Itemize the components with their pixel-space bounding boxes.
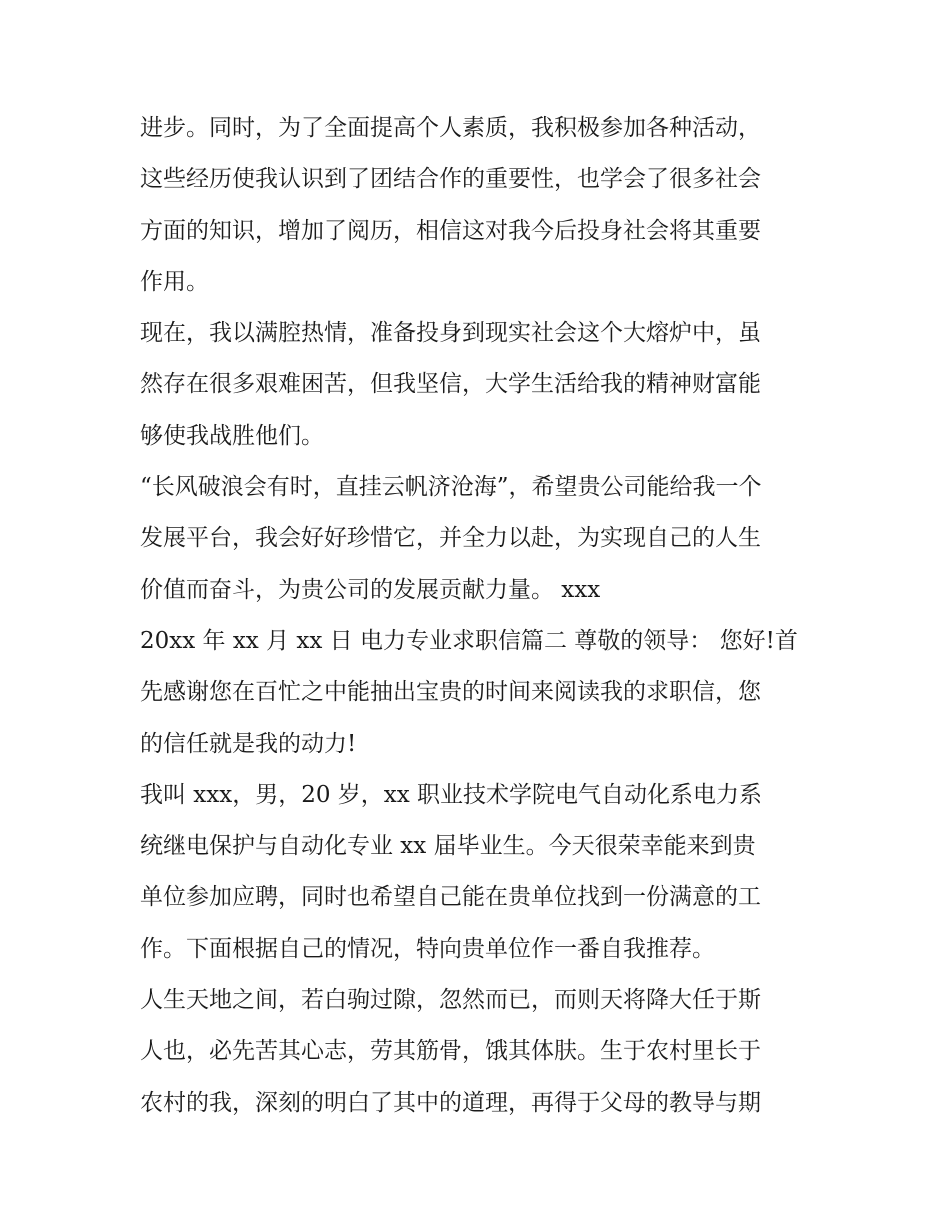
text-line: 作用。 (140, 268, 209, 295)
text-line: 作。下面根据自己的情况，特向贵单位作一番自我推荐。 (140, 935, 715, 962)
text-line: 我叫 xxx，男，20 岁，xx 职业技术学院电气自动化系电力系 (140, 781, 763, 808)
text-line: 20xx 年 xx 月 xx 日 电力专业求职信篇二 尊敬的领导： 您好!首 (140, 627, 798, 654)
text-line: 进步。同时，为了全面提高个人素质，我积极参加各种活动， (140, 115, 761, 141)
text-line: 价值而奋斗，为贵公司的发展贡献力量。 xxx (140, 576, 601, 603)
text-line: 单位参加应聘，同时也希望自己能在贵单位找到一份满意的工 (140, 884, 761, 911)
text-line: 统继电保护与自动化专业 xx 届毕业生。今天很荣幸能来到贵 (140, 833, 756, 860)
text-line: 方面的知识，增加了阅历，相信这对我今后投身社会将其重要 (140, 217, 761, 244)
text-line: 的信任就是我的动力! (140, 730, 357, 757)
text-line: 发展平台，我会好好珍惜它，并全力以赴，为实现自己的人生 (140, 525, 761, 552)
text-line: “长风破浪会有时，直挂云帆济沧海”，希望贵公司能给我一个 (140, 474, 762, 501)
text-line: 人生天地之间，若白驹过隙，忽然而已，而则天将降大任于斯 (140, 987, 761, 1014)
text-line: 够使我战胜他们。 (140, 422, 324, 449)
text-line: 这些经历使我认识到了团结合作的重要性，也学会了很多社会 (140, 166, 761, 193)
text-line: 然存在很多艰难困苦，但我坚信，大学生活给我的精神财富能 (140, 371, 761, 398)
text-line: 农村的我，深刻的明白了其中的道理，再得于父母的教导与期 (140, 1089, 761, 1116)
document-body (140, 103, 820, 1129)
text-line: 现在，我以满腔热情，准备投身到现实社会这个大熔炉中，虽 (140, 320, 761, 347)
text-line: 先感谢您在百忙之中能抽出宝贵的时间来阅读我的求职信，您 (140, 679, 761, 706)
text-line: 人也，必先苦其心志，劳其筋骨，饿其体肤。生于农村里长于 (140, 1038, 761, 1065)
